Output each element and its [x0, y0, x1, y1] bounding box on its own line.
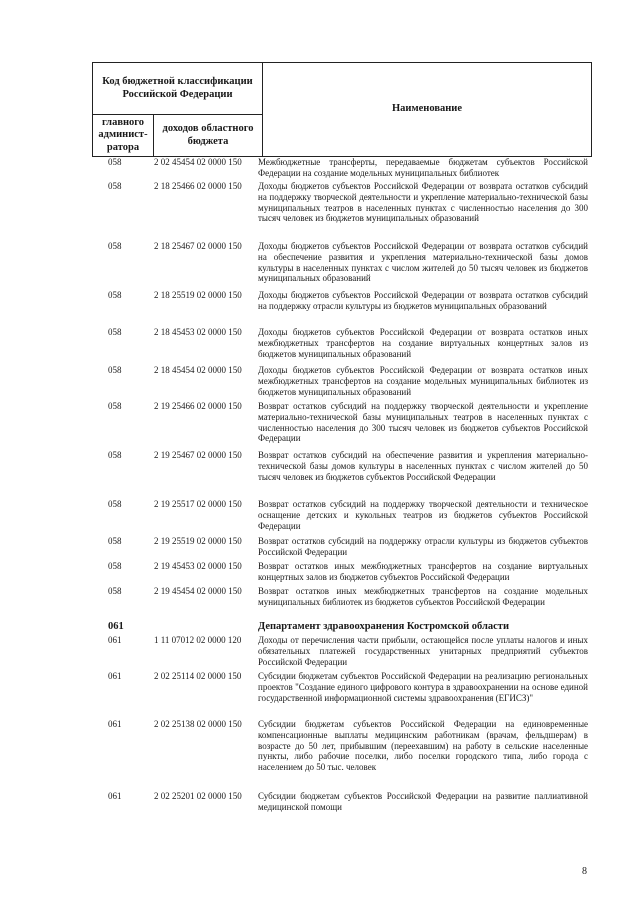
- page-number: 8: [582, 866, 587, 877]
- admin-code: 058: [108, 157, 122, 167]
- admin-code: 061: [108, 635, 122, 645]
- row-name: Межбюджетные трансферты, передаваемые бюджетам субъектов Российской Федерации на создание модельных муниципальных библиотек: [258, 157, 588, 178]
- department-title: Департамент здравоохранения Костромской области: [258, 621, 509, 632]
- row-name: Возврат остатков субсидий на поддержку творческой деятельности и техническое оснащение детских и кукольных театров из бюджетов субъектов Российской Федерации: [258, 499, 588, 531]
- admin-code: 058: [108, 450, 122, 460]
- admin-code: 058: [108, 561, 122, 571]
- header-code-group: Код бюджетной классификации Российской Федерации: [93, 63, 263, 115]
- header-income: доходов областного бюджета: [154, 115, 263, 157]
- row-name: Доходы бюджетов субъектов Российской Федерации от возврата остатков субсидий на обеспечение развития и укрепления материально-технической базы домов культуры в населенных пунктах с числом жителей до 50 тысяч человек из бюджетов муниципальных образований: [258, 241, 588, 284]
- admin-code: 058: [108, 365, 122, 375]
- table-header: [92, 62, 592, 157]
- budget-code: 2 19 25467 02 0000 150: [154, 450, 242, 460]
- budget-code: 2 02 25138 02 0000 150: [154, 719, 242, 729]
- admin-code: 061: [108, 671, 122, 681]
- header-admin: главного админист-ратора: [93, 115, 154, 157]
- admin-code: 058: [108, 536, 122, 546]
- row-name: Возврат остатков субсидий на обеспечение развития и укрепления материально-технической базы домов культуры в населенных пунктах с числом жителей до 50 тысяч человек из бюджетов субъектов Российской Федерации: [258, 450, 588, 482]
- budget-code: 2 18 25519 02 0000 150: [154, 290, 242, 300]
- header-name: Наименование: [263, 63, 592, 157]
- row-name: Доходы от перечисления части прибыли, остающейся после уплаты налогов и иных обязательных платежей государственных унитарных предприятий субъектов Российской Федерации: [258, 635, 588, 667]
- budget-code: 2 19 25519 02 0000 150: [154, 536, 242, 546]
- admin-code: 058: [108, 327, 122, 337]
- row-name: Возврат остатков иных межбюджетных трансфертов на создание модельных муниципальных библиотек из бюджетов субъектов Российской Федерации: [258, 586, 588, 607]
- budget-code: 2 18 45453 02 0000 150: [154, 327, 242, 337]
- admin-code: 058: [108, 290, 122, 300]
- row-name: Возврат остатков субсидий на поддержку творческой деятельности и укрепление материально-технической базы муниципальных театров в населенных пунктах с численностью населения до 300 тысяч человек из бюджетов субъектов Российской Федерации: [258, 401, 588, 444]
- admin-code: 058: [108, 499, 122, 509]
- budget-code: 2 19 25466 02 0000 150: [154, 401, 242, 411]
- budget-code: 2 19 25517 02 0000 150: [154, 499, 242, 509]
- row-name: Субсидии бюджетам субъектов Российской Федерации на реализацию региональных проектов "Создание единого цифрового контура в здравоохранении на основе единой государственной информационной системы здравоохранения (ЕГИСЗ)": [258, 671, 588, 703]
- admin-code: 061: [108, 791, 122, 801]
- row-name: Субсидии бюджетам субъектов Российской Федерации на единовременные компенсационные выплаты медицинским работникам (врачам, фельдшерам) в возрасте до 50 лет, прибывшим (переехавшим) на работу в сельские населенные пункты, либо рабочие поселки, либо поселки городского типа, либо города с населением до 50 тыс. человек: [258, 719, 588, 773]
- row-name: Возврат остатков иных межбюджетных трансфертов на создание виртуальных концертных залов из бюджетов субъектов Российской Федерации: [258, 561, 588, 582]
- row-name: Доходы бюджетов субъектов Российской Федерации от возврата остатков иных межбюджетных трансфертов на создание модельных муниципальных библиотек из бюджетов муниципальных образований: [258, 365, 588, 397]
- budget-code: 2 02 45454 02 0000 150: [154, 157, 242, 167]
- budget-code: 2 02 25201 02 0000 150: [154, 791, 242, 801]
- row-name: Доходы бюджетов субъектов Российской Федерации от возврата остатков субсидий на поддержку творческой деятельности и укрепление материально-технической базы муниципальных театров в населенных пунктах с численностью населения до 300 тысяч человек из бюджетов муниципальных образований: [258, 181, 588, 224]
- admin-code: 058: [108, 241, 122, 251]
- row-name: Субсидии бюджетам субъектов Российской Федерации на развитие паллиативной медицинской помощи: [258, 791, 588, 812]
- budget-code: 2 18 25466 02 0000 150: [154, 181, 242, 191]
- row-name: Возврат остатков субсидий на поддержку отрасли культуры из бюджетов субъектов Российской Федерации: [258, 536, 588, 557]
- budget-code: 1 11 07012 02 0000 120: [154, 635, 242, 645]
- admin-code: 058: [108, 401, 122, 411]
- row-name: Доходы бюджетов субъектов Российской Федерации от возврата остатков субсидий на поддержку отрасли культуры из бюджетов муниципальных образований: [258, 290, 588, 311]
- admin-code: 058: [108, 586, 122, 596]
- admin-code: 061: [108, 621, 124, 632]
- budget-code: 2 18 25467 02 0000 150: [154, 241, 242, 251]
- admin-code: 058: [108, 181, 122, 191]
- budget-code: 2 19 45454 02 0000 150: [154, 586, 242, 596]
- budget-code: 2 19 45453 02 0000 150: [154, 561, 242, 571]
- budget-code: 2 02 25114 02 0000 150: [154, 671, 242, 681]
- admin-code: 061: [108, 719, 122, 729]
- row-name: Доходы бюджетов субъектов Российской Федерации от возврата остатков иных межбюджетных трансфертов на создание виртуальных концертных залов из бюджетов муниципальных образований: [258, 327, 588, 359]
- budget-code: 2 18 45454 02 0000 150: [154, 365, 242, 375]
